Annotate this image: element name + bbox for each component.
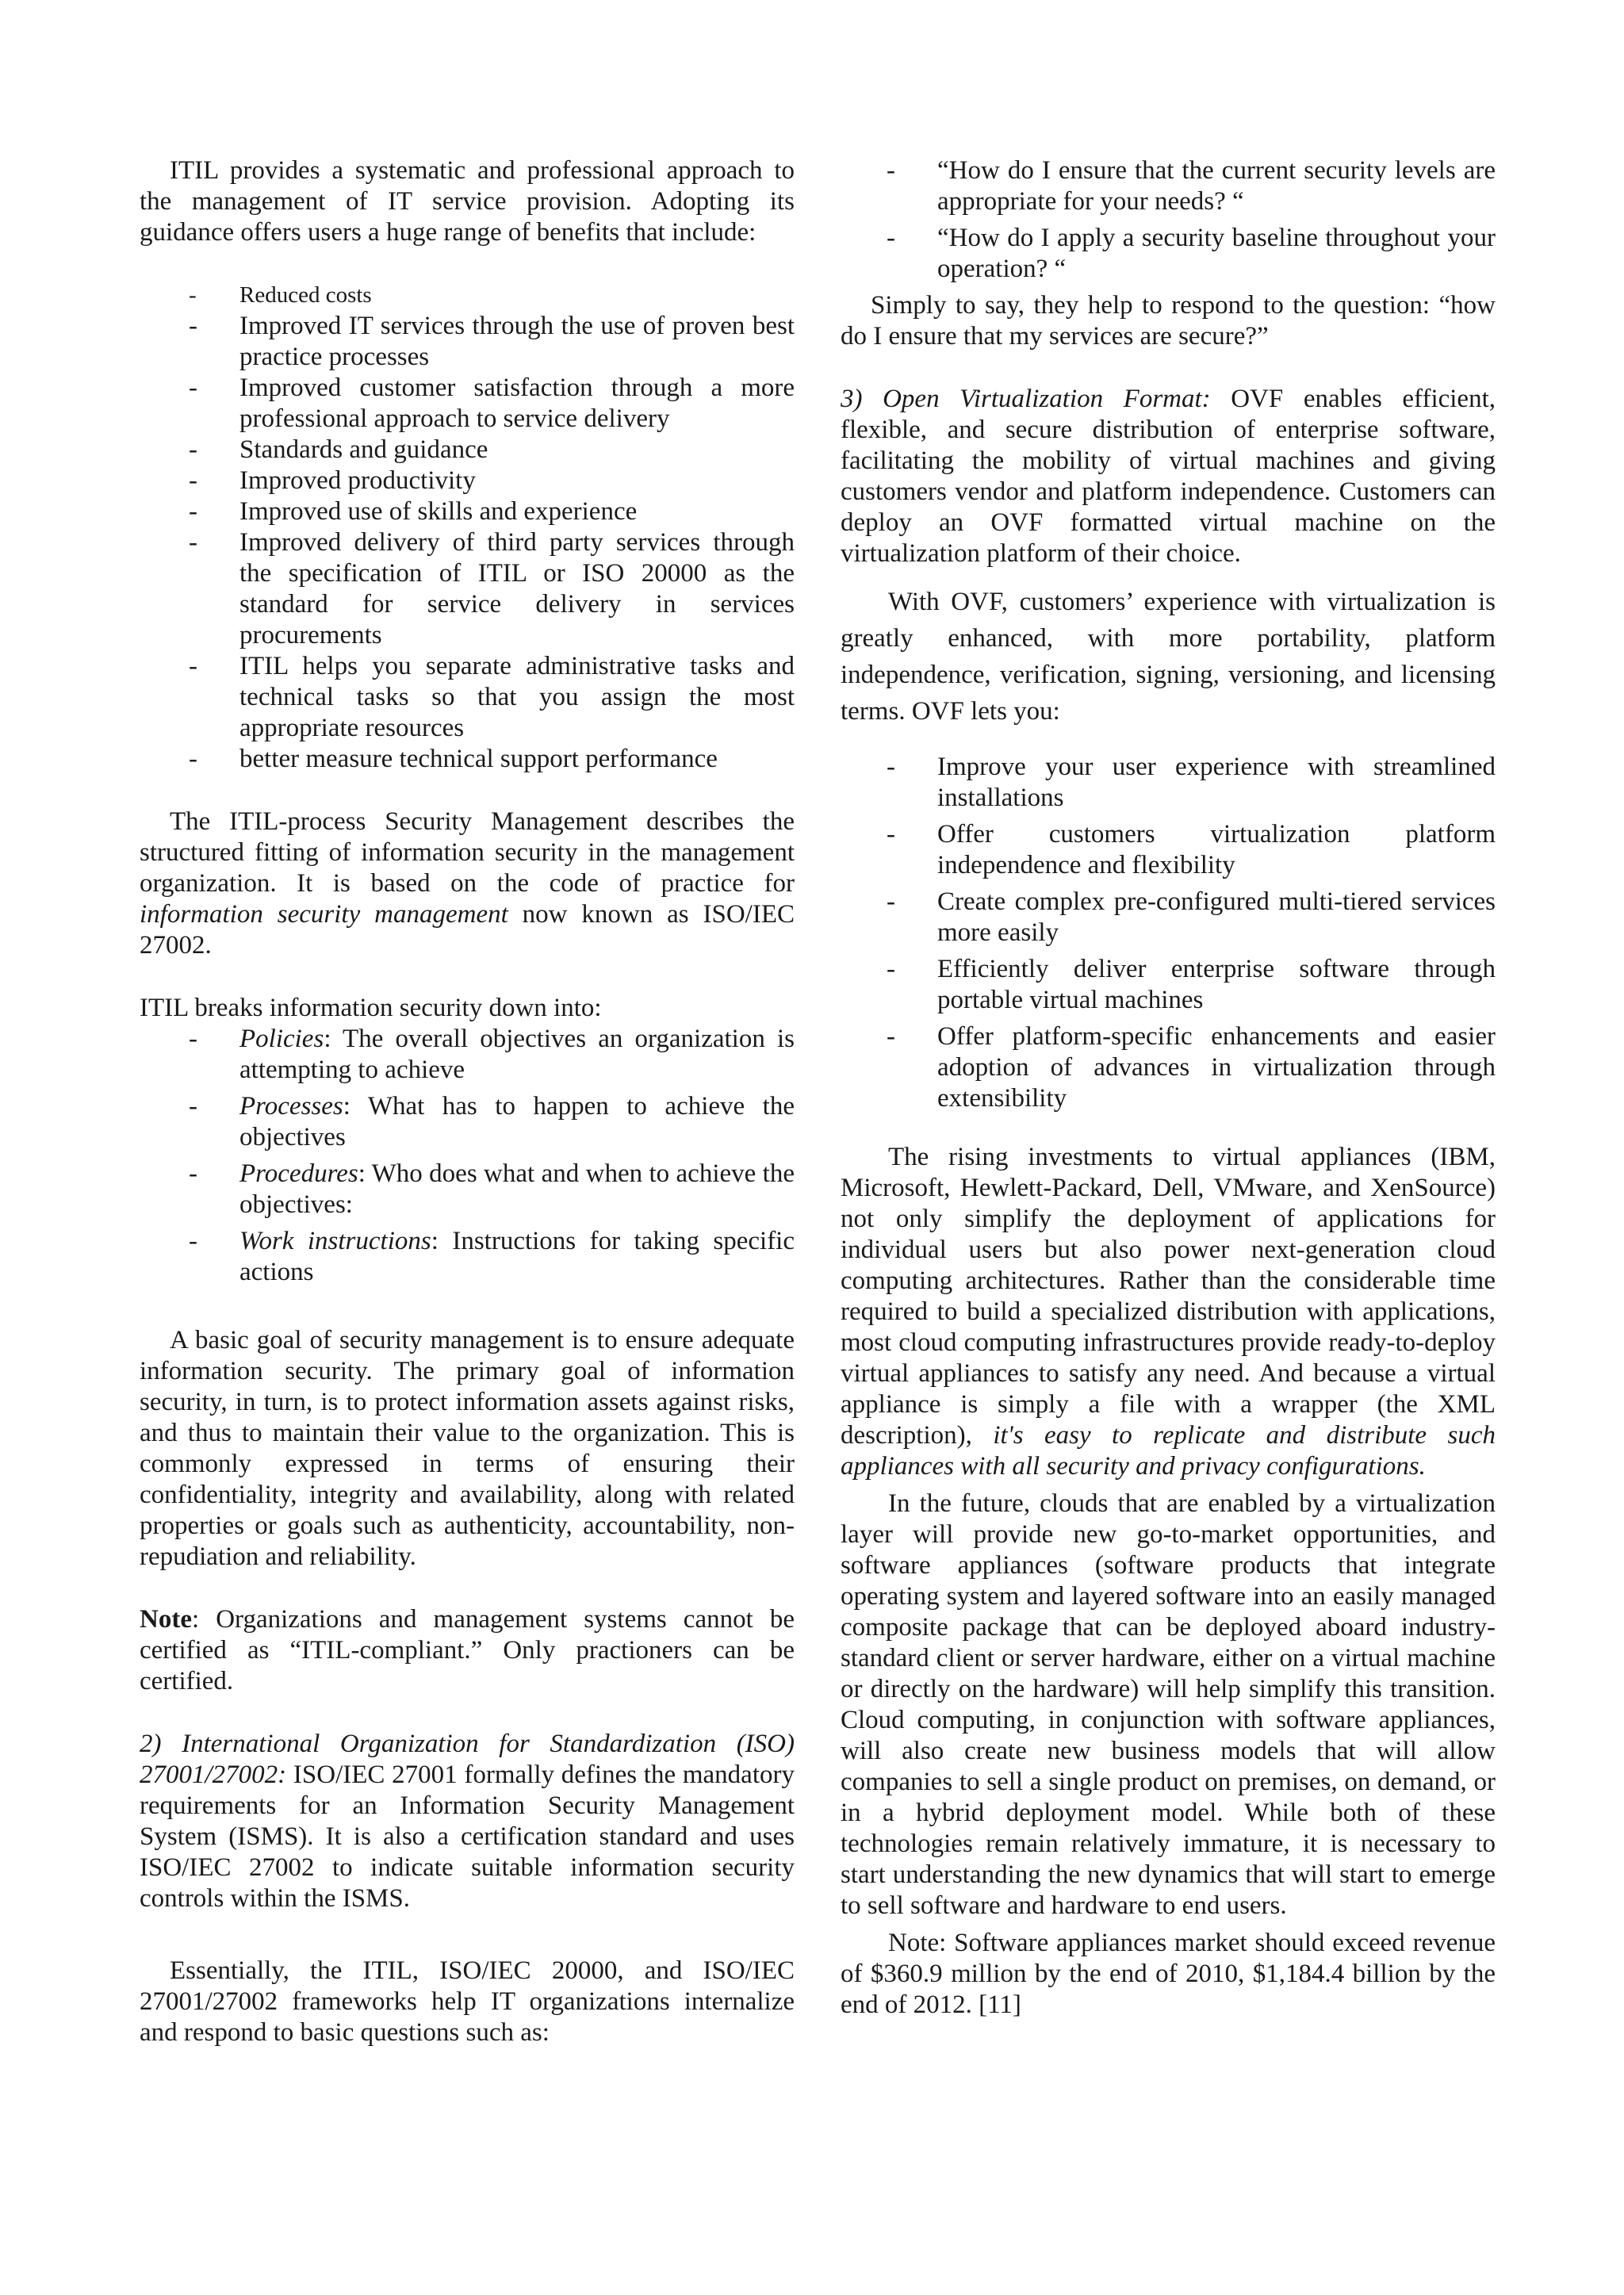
list-item: - Processes: What has to happen to achieve the objectives	[140, 1091, 795, 1153]
itil-intro-paragraph: ITIL provides a systematic and professional approach to the management of IT service provision. Adopting its guidance offers users a huge range of benefits that include:	[140, 156, 795, 247]
list-item: - Policies: The overall objectives an organization is attempting to achieve	[140, 1024, 795, 1086]
benefits-list	[140, 280, 795, 775]
list-item: - Create complex pre-configured multi-tiered services more easily	[837, 887, 1496, 948]
security-goal-paragraph: A basic goal of security management is to ensure adequate information security. The primary goal of information security, in turn, is to protect information assets against risks, and thus to maintain their value to the organization. This is commonly expressed in terms of ensuring their confidentiality, integrity and availability, along with related properties or goals such as authenticity, accountability, non-repudiation and reliability.	[140, 1326, 795, 1571]
breakdown-intro: ITIL breaks information security down into:	[140, 994, 602, 1022]
simply-paragraph: Simply to say, they help to respond to the question: “how do I ensure that my services are secure?”	[841, 291, 1496, 351]
list-item: - Improve your user experience with streamlined installations	[837, 752, 1496, 814]
right-column	[841, 155, 1496, 2021]
list-item: - Improved customer satisfaction through a more professional approach to service delivery	[140, 373, 795, 435]
list-item: - Standards and guidance	[140, 435, 795, 466]
list-item: - Improved use of skills and experience	[140, 496, 795, 527]
list-item: - Improved delivery of third party services through the specification of ITIL or ISO 20000 as the standard for service delivery in services procurements	[140, 527, 795, 651]
essentially-paragraph: Essentially, the ITIL, ISO/IEC 20000, and ISO/IEC 27001/27002 frameworks help IT organizations internalize and respond to basic questions such as:	[140, 1956, 795, 2047]
breakdown-list	[140, 1024, 795, 1288]
list-item: - Improved IT services through the use of proven best practice processes	[140, 311, 795, 373]
security-management-paragraph: The ITIL-process Security Management describes the structured fitting of information security in the management organization. It is based on the code of practice for information security management now known as ISO/IEC 27002.	[140, 807, 795, 960]
list-item: - Offer platform-specific enhancements and easier adoption of advances in virtualization through extensibility	[837, 1021, 1496, 1114]
ovf-benefits-paragraph: With OVF, customers’ experience with virtualization is greatly enhanced, with more portability, platform independence, verification, signing, versioning, and licensing terms. OVF lets you:	[841, 588, 1496, 726]
list-item: - “How do I ensure that the current security levels are appropriate for your needs? “	[837, 155, 1496, 217]
future-paragraph: In the future, clouds that are enabled by a virtualization layer will provide new go-to-market opportunities, and software appliances (software products that integrate operating system and layered software into an easily managed composite package that can be deployed aboard industry-standard client or server hardware, either on a virtual machine or directly on the hardware) will help simplify this transition. Cloud computing, in conjunction with software appliances, will also create new business models that will allow companies to sell a single product on premises, on demand, or in a hybrid deployment model. While both of these technologies remain relatively immature, it is necessary to start understanding the new dynamics that will start to emerge to sell software and hardware to end users.	[841, 1489, 1496, 1920]
list-item: - ITIL helps you separate administrative tasks and technical tasks so that you assign the most appropriate resources	[140, 651, 795, 744]
list-item: - Efficiently deliver enterprise software through portable virtual machines	[837, 954, 1496, 1016]
ovf-section-paragraph: 3) Open Virtualization Format: OVF enables efficient, flexible, and secure distribution of enterprise software, facilitating the mobility of virtual machines and giving customers vendor and platform independence. Customers can deploy an OVF formatted virtual machine on the virtualization platform of their choice.	[841, 385, 1496, 568]
list-item: - better measure technical support performance	[140, 744, 795, 775]
market-note-paragraph: Note: Software appliances market should exceed revenue of $360.9 million by the end of 2010, $1,184.4 billion by the end of 2012. [11]	[841, 1929, 1496, 2019]
virtual-appliances-paragraph: The rising investments to virtual appliances (IBM, Microsoft, Hewlett-Packard, Dell, VMware, and XenSource) not only simplify the deployment of applications for individual users but also power next-generation cloud computing architectures. Rather than the considerable time required to build a specialized distribution with applications, most cloud computing infrastructures provide ready-to-deploy virtual appliances to satisfy any need. And because a virtual appliance is simply a file with a wrapper (the XML description), it's easy to replicate and distribute such appliances with all security and privacy configurations.	[841, 1143, 1496, 1481]
itil-note-paragraph: Note: Organizations and management systems cannot be certified as “ITIL-compliant.” Only practioners can be certified.	[140, 1605, 795, 1695]
list-item: - Offer customers virtualization platform independence and flexibility	[837, 819, 1496, 881]
list-item: - Work instructions: Instructions for taking specific actions	[140, 1226, 795, 1288]
list-item: - Reduced costs	[140, 280, 795, 311]
ovf-list	[837, 752, 1496, 1114]
iso-section-paragraph: 2) International Organization for Standardization (ISO) 27001/27002: ISO/IEC 27001 formally defines the mandatory requirements for an Information Security Management System (ISMS). It is also a certification standard and uses ISO/IEC 27002 to indicate suitable information security controls within the ISMS.	[140, 1730, 795, 1913]
list-item: - Improved productivity	[140, 466, 795, 496]
questions-list	[837, 155, 1496, 285]
left-column	[140, 155, 795, 2048]
list-item: - “How do I apply a security baseline throughout your operation? “	[837, 223, 1496, 285]
list-item: - Procedures: Who does what and when to achieve the objectives:	[140, 1159, 795, 1220]
